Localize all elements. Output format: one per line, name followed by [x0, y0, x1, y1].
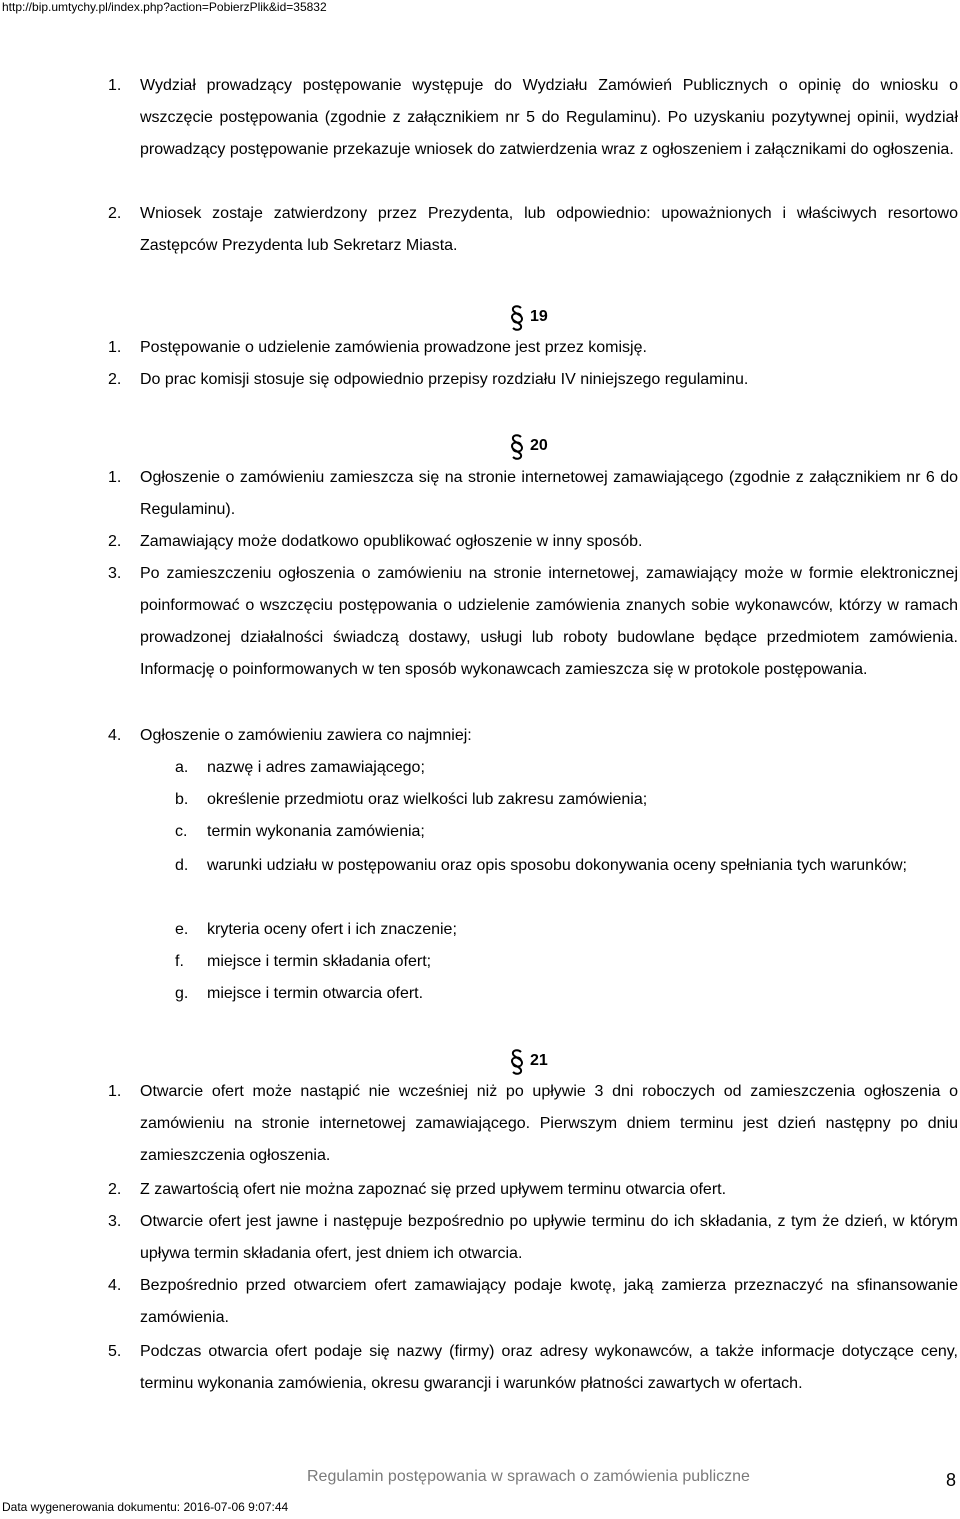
- paragraph-number: 5.: [108, 1343, 122, 1360]
- paragraph-number: 3.: [108, 1213, 122, 1230]
- list-item-text: nazwę i adres zamawiającego;: [207, 759, 425, 776]
- list-item-text: miejsce i termin otwarcia ofert.: [207, 985, 424, 1002]
- paragraph-text: Z zawartością ofert nie można zapoznać się przed upływem terminu otwarcia ofert.: [140, 1181, 727, 1198]
- paragraph-text: Zamawiający może dodatkowo opublikować ogłoszenie w inny sposób.: [140, 533, 643, 550]
- paragraph-text: Do prac komisji stosuje się odpowiednio przepisy rozdziału IV niniejszego regulaminu.: [140, 371, 749, 388]
- generation-date: Data wygenerowania dokumentu: 2016-07-06 9:07:44: [2, 1500, 289, 1514]
- section-sign-icon: [508, 305, 526, 331]
- list-item-text: termin wykonania zamówienia;: [207, 823, 425, 840]
- paragraph-21-5: [108, 1336, 958, 1400]
- paragraph-number: 2.: [108, 371, 122, 388]
- paragraph-text: Otwarcie ofert jest jawne i następuje bezpośrednio po upływie terminu do ich składania, z tym że dzień, w którym upływa termin składania ofert, jest dniem ich otwarcia.: [140, 1213, 958, 1262]
- section-heading-19: [530, 307, 548, 327]
- paragraph-number: 4.: [108, 727, 122, 744]
- list-item: [175, 752, 958, 784]
- paragraph-20-4: [108, 720, 958, 752]
- paragraph-number: 2.: [108, 533, 122, 550]
- list-item-text: określenie przedmiotu oraz wielkości lub zakresu zamówienia;: [207, 791, 648, 808]
- page-number: 8: [946, 1470, 957, 1490]
- list-item-letter: a.: [175, 759, 189, 776]
- section-heading-20: [530, 436, 548, 456]
- paragraph-text: Po zamieszczeniu ogłoszenia o zamówieniu na stronie internetowej, zamawiający może w formie elektronicznej poinformować o wszczęciu postępowania o udzielenie zamówienia znanych sobie wykonawców, którzy w ramach prowadzonej działalności świadczą dostawy, usługi lub roboty budowlane będące przedmiotem zamówienia. Informację o poinformowanych w ten sposób wykonawcach zamieszcza się w protokole postępowania.: [140, 565, 958, 678]
- list-item-letter: g.: [175, 985, 189, 1002]
- paragraph-text: Ogłoszenie o zamówieniu zawiera co najmniej:: [140, 727, 472, 744]
- paragraph-number: 1.: [108, 339, 122, 356]
- paragraph-20-2: [108, 526, 958, 558]
- list-item-letter: b.: [175, 791, 189, 808]
- list-item-letter: d.: [175, 857, 189, 874]
- list-item: [175, 816, 958, 848]
- list-item-letter: f.: [175, 953, 184, 970]
- paragraph-text: Ogłoszenie o zamówieniu zamieszcza się na stronie internetowej zamawiającego (zgodnie z załącznikiem nr 6 do Regulaminu).: [140, 469, 958, 518]
- paragraph-20-3: [108, 558, 958, 686]
- list-item: [175, 914, 958, 946]
- paragraph-21-1: [108, 1076, 958, 1172]
- section-sign-icon: [508, 1049, 526, 1075]
- list-item: [175, 978, 958, 1010]
- paragraph-21-2: [108, 1174, 958, 1206]
- paragraph-21-3: [108, 1206, 958, 1270]
- list-item-text: kryteria oceny ofert i ich znaczenie;: [207, 921, 457, 938]
- paragraph-text: Wniosek zostaje zatwierdzony przez Prezydenta, lub odpowiednio: upoważnionych i właściwych resortowo Zastępców Prezydenta lub Sekretarz Miasta.: [140, 205, 958, 254]
- paragraph-19-1: [108, 332, 958, 364]
- paragraph-number: 1.: [108, 1083, 122, 1100]
- paragraph-number: 1.: [108, 469, 122, 486]
- list-item-text: warunki udziału w postępowaniu oraz opis sposobu dokonywania oceny spełniania tych warunków;: [207, 857, 907, 874]
- list-item-letter: e.: [175, 921, 189, 938]
- source-url: http://bip.umtychy.pl/index.php?action=PobierzPlik&id=35832: [2, 0, 327, 14]
- list-item: [175, 850, 958, 882]
- list-item-letter: c.: [175, 823, 188, 840]
- paragraph-20-1: [108, 462, 958, 526]
- section-number: 21: [530, 1052, 548, 1069]
- section-number: 19: [530, 308, 548, 325]
- list-item: [175, 784, 958, 816]
- paragraph-number: 4.: [108, 1277, 122, 1294]
- paragraph-number: 2.: [108, 1181, 122, 1198]
- paragraph-text: Wydział prowadzący postępowanie występuje do Wydziału Zamówień Publicznych o opinię do wniosku o wszczęcie postępowania (zgodnie z załącznikiem nr 5 do Regulaminu). Po uzyskaniu pozytywnej opinii, wydział prowadzący postępowanie przekazuje wniosek do zatwierdzenia wraz z ogłoszeniem i załącznikami do ogłoszenia.: [140, 77, 958, 158]
- paragraph-1: [108, 70, 958, 166]
- paragraph-number: 3.: [108, 565, 122, 582]
- paragraph-text: Otwarcie ofert może nastąpić nie wcześniej niż po upływie 3 dni roboczych od zamieszczenia ogłoszenia o zamówieniu na stronie internetowej zamawiającego. Pierwszym dniem terminu jest dzień następny po dniu zamieszczenia ogłoszenia.: [140, 1083, 958, 1164]
- section-number: 20: [530, 437, 548, 454]
- paragraph-text: Postępowanie o udzielenie zamówienia prowadzone jest przez komisję.: [140, 339, 647, 356]
- list-item: [175, 946, 958, 978]
- paragraph-21-4: [108, 1270, 958, 1334]
- list-item-text: miejsce i termin składania ofert;: [207, 953, 432, 970]
- section-heading-21: [530, 1051, 548, 1071]
- paragraph-text: Podczas otwarcia ofert podaje się nazwy (firmy) oraz adresy wykonawców, a także informacje dotyczące ceny, terminu wykonania zamówienia, okresu gwarancji i warunków płatności zawartych w ofertach.: [140, 1343, 958, 1392]
- paragraph-number: 1.: [108, 77, 122, 94]
- section-sign-icon: [508, 434, 526, 460]
- paragraph-number: 2.: [108, 205, 122, 222]
- footer-document-title: Regulamin postępowania w sprawach o zamówienia publiczne: [307, 1468, 750, 1485]
- paragraph-2: [108, 198, 958, 262]
- paragraph-text: Bezpośrednio przed otwarciem ofert zamawiający podaje kwotę, jaką zamierza przeznaczyć na sfinansowanie zamówienia.: [140, 1277, 958, 1326]
- paragraph-19-2: [108, 364, 958, 396]
